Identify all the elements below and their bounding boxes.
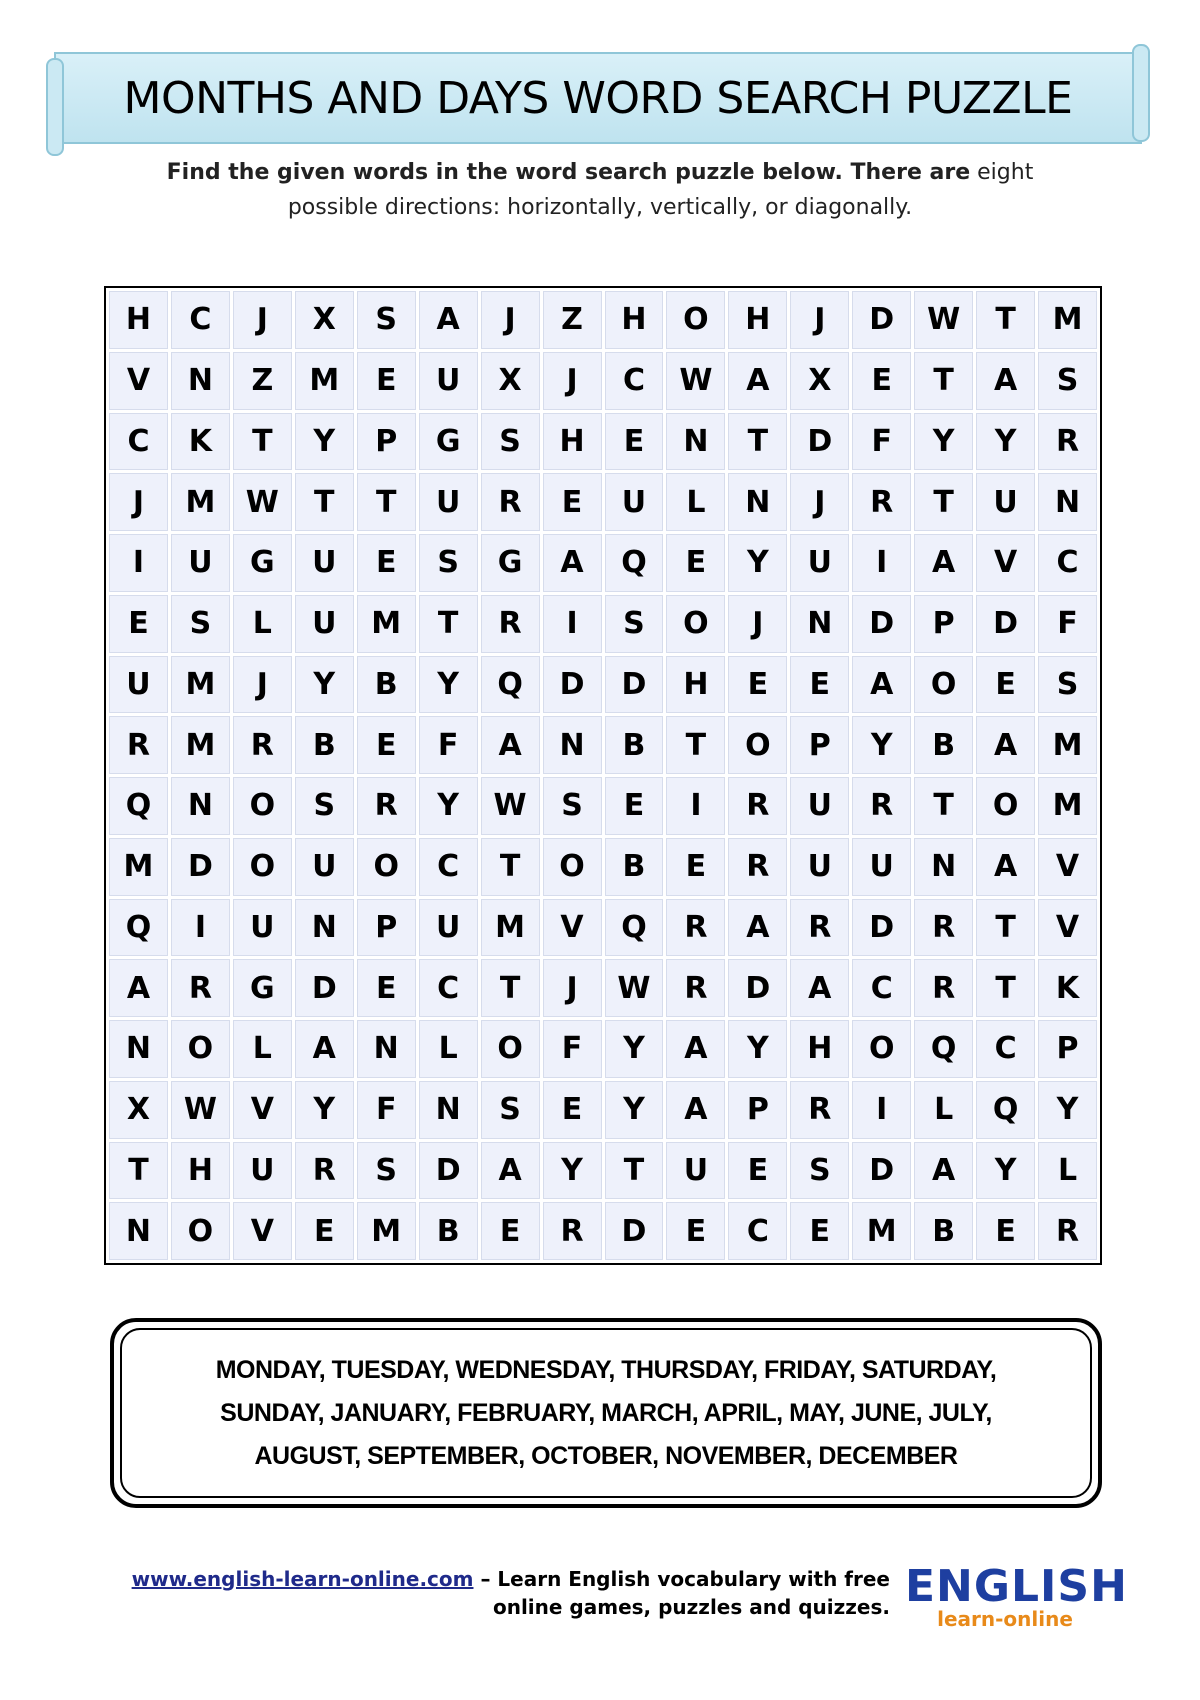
grid-cell: V: [543, 899, 602, 957]
grid-cell: N: [171, 777, 230, 835]
grid-cell: B: [357, 656, 416, 714]
grid-cell: O: [914, 656, 973, 714]
grid-cell: Y: [295, 413, 354, 471]
grid-cell: X: [481, 352, 540, 410]
grid-cell: J: [233, 291, 292, 349]
grid-cell: C: [852, 959, 911, 1017]
grid-cell: I: [543, 595, 602, 653]
grid-cell: R: [543, 1202, 602, 1260]
grid-cell: E: [728, 656, 787, 714]
grid-cell: Y: [295, 1081, 354, 1139]
grid-cell: Q: [109, 899, 168, 957]
grid-cell: T: [605, 1142, 664, 1200]
grid-cell: A: [295, 1020, 354, 1078]
grid-cell: S: [481, 1081, 540, 1139]
grid-cell: W: [914, 291, 973, 349]
grid-cell: C: [171, 291, 230, 349]
grid-cell: V: [109, 352, 168, 410]
footer-tagline-1: – Learn English vocabulary with free: [473, 1567, 890, 1591]
grid-cell: Y: [914, 413, 973, 471]
grid-cell: K: [171, 413, 230, 471]
grid-cell: N: [109, 1020, 168, 1078]
grid-cell: R: [728, 777, 787, 835]
instructions-line-1-tail: eight: [977, 160, 1034, 185]
grid-cell: R: [1038, 1202, 1097, 1260]
grid-cell: R: [171, 959, 230, 1017]
grid-cell: A: [852, 656, 911, 714]
grid-cell: E: [666, 838, 725, 896]
grid-cell: J: [109, 473, 168, 531]
grid-cell: O: [728, 716, 787, 774]
title-banner: [54, 52, 1142, 144]
grid-cell: M: [171, 716, 230, 774]
grid-cell: T: [976, 899, 1035, 957]
grid-cell: R: [481, 595, 540, 653]
grid-cell: E: [295, 1202, 354, 1260]
grid-cell: D: [852, 899, 911, 957]
grid-cell: Y: [419, 656, 478, 714]
grid-cell: O: [233, 838, 292, 896]
grid-cell: G: [233, 534, 292, 592]
grid-cell: F: [419, 716, 478, 774]
grid-cell: S: [790, 1142, 849, 1200]
grid-cell: U: [295, 595, 354, 653]
grid-cell: R: [109, 716, 168, 774]
grid-cell: U: [666, 1142, 725, 1200]
grid-cell: B: [605, 716, 664, 774]
grid-cell: A: [481, 1142, 540, 1200]
grid-cell: C: [419, 959, 478, 1017]
logo-learn-online: learn-online: [937, 1607, 1073, 1631]
grid-cell: R: [790, 899, 849, 957]
grid-cell: A: [666, 1020, 725, 1078]
word-list-line-1: MONDAY, TUESDAY, WEDNESDAY, THURSDAY, FRIDAY, SATURDAY,: [215, 1355, 997, 1384]
grid-cell: I: [171, 899, 230, 957]
grid-cell: L: [666, 473, 725, 531]
grid-cell: Q: [914, 1020, 973, 1078]
grid-cell: Y: [852, 716, 911, 774]
grid-cell: R: [728, 838, 787, 896]
grid-cell: S: [481, 413, 540, 471]
grid-cell: A: [666, 1081, 725, 1139]
grid-cell: D: [852, 1142, 911, 1200]
grid-cell: P: [728, 1081, 787, 1139]
grid-cell: M: [295, 352, 354, 410]
grid-cell: U: [419, 473, 478, 531]
grid-cell: T: [914, 473, 973, 531]
grid-cell: A: [976, 352, 1035, 410]
website-link[interactable]: www.english-learn-online.com: [131, 1567, 474, 1591]
grid-cell: Q: [605, 534, 664, 592]
grid-cell: J: [728, 595, 787, 653]
grid-cell: A: [976, 838, 1035, 896]
grid-cell: M: [109, 838, 168, 896]
grid-cell: N: [419, 1081, 478, 1139]
word-list-line-2: SUNDAY, JANUARY, FEBRUARY, MARCH, APRIL, MAY, JUNE, JULY,: [220, 1398, 992, 1427]
grid-cell: E: [728, 1142, 787, 1200]
grid-cell: E: [543, 473, 602, 531]
grid-cell: E: [790, 1202, 849, 1260]
grid-cell: D: [852, 291, 911, 349]
grid-cell: G: [419, 413, 478, 471]
grid-cell: R: [852, 777, 911, 835]
grid-cell: O: [481, 1020, 540, 1078]
grid-cell: R: [1038, 413, 1097, 471]
grid-cell: T: [914, 352, 973, 410]
grid-cell: B: [914, 1202, 973, 1260]
grid-cell: S: [543, 777, 602, 835]
grid-cell: J: [543, 352, 602, 410]
grid-cell: Y: [605, 1020, 664, 1078]
grid-cell: M: [1038, 777, 1097, 835]
grid-cell: R: [357, 777, 416, 835]
grid-cell: U: [790, 534, 849, 592]
grid-cell: F: [357, 1081, 416, 1139]
grid-cell: E: [109, 595, 168, 653]
grid-cell: G: [481, 534, 540, 592]
grid-cell: N: [1038, 473, 1097, 531]
grid-cell: R: [852, 473, 911, 531]
grid-cell: X: [109, 1081, 168, 1139]
grid-cell: H: [109, 291, 168, 349]
grid-cell: H: [171, 1142, 230, 1200]
grid-cell: C: [976, 1020, 1035, 1078]
grid-cell: F: [852, 413, 911, 471]
grid-cell: E: [852, 352, 911, 410]
grid-cell: H: [543, 413, 602, 471]
grid-cell: Y: [543, 1142, 602, 1200]
grid-cell: H: [728, 291, 787, 349]
grid-cell: D: [790, 413, 849, 471]
instructions-line-1: [100, 155, 1100, 190]
grid-cell: P: [1038, 1020, 1097, 1078]
banner-curl-left: [46, 58, 64, 156]
grid-cell: Y: [419, 777, 478, 835]
grid-cell: O: [357, 838, 416, 896]
grid-cell: F: [543, 1020, 602, 1078]
grid-cell: O: [171, 1020, 230, 1078]
grid-cell: Q: [481, 656, 540, 714]
grid-cell: E: [605, 777, 664, 835]
grid-cell: O: [666, 595, 725, 653]
word-search-grid: [104, 286, 1102, 1265]
grid-cell: Q: [109, 777, 168, 835]
grid-cell: M: [852, 1202, 911, 1260]
grid-cell: J: [790, 291, 849, 349]
grid-cell: B: [605, 838, 664, 896]
grid-cell: L: [1038, 1142, 1097, 1200]
grid-cell: V: [976, 534, 1035, 592]
grid-cell: Y: [976, 413, 1035, 471]
logo-english: ENGLISH: [905, 1561, 1128, 1612]
grid-cell: A: [790, 959, 849, 1017]
grid-cell: B: [295, 716, 354, 774]
grid-cell: W: [171, 1081, 230, 1139]
grid-cell: L: [233, 1020, 292, 1078]
grid-cell: T: [109, 1142, 168, 1200]
grid-cell: G: [233, 959, 292, 1017]
grid-cell: A: [728, 899, 787, 957]
grid-cell: S: [357, 291, 416, 349]
grid-cell: M: [171, 473, 230, 531]
grid-cell: N: [666, 413, 725, 471]
grid-cell: U: [976, 473, 1035, 531]
grid-cell: X: [790, 352, 849, 410]
grid-cell: L: [914, 1081, 973, 1139]
grid-cell: Y: [728, 534, 787, 592]
grid-cell: U: [419, 352, 478, 410]
grid-cell: O: [233, 777, 292, 835]
grid-cell: A: [914, 1142, 973, 1200]
grid-cell: S: [1038, 656, 1097, 714]
grid-cell: P: [357, 899, 416, 957]
grid-cell: O: [543, 838, 602, 896]
grid-cell: I: [852, 1081, 911, 1139]
grid-cell: U: [790, 838, 849, 896]
grid-cell: C: [728, 1202, 787, 1260]
grid-cell: E: [976, 656, 1035, 714]
grid-cell: R: [481, 473, 540, 531]
grid-cell: M: [357, 1202, 416, 1260]
grid-cell: E: [357, 534, 416, 592]
grid-cell: B: [419, 1202, 478, 1260]
grid-cell: O: [171, 1202, 230, 1260]
grid-cell: S: [171, 595, 230, 653]
grid-cell: M: [1038, 716, 1097, 774]
grid-cell: A: [728, 352, 787, 410]
grid-cell: R: [914, 959, 973, 1017]
grid-cell: V: [1038, 899, 1097, 957]
grid-cell: E: [666, 534, 725, 592]
grid-cell: E: [357, 352, 416, 410]
grid-cell: R: [666, 959, 725, 1017]
grid-cell: A: [419, 291, 478, 349]
grid-cell: A: [543, 534, 602, 592]
grid-cell: N: [357, 1020, 416, 1078]
grid-cell: E: [543, 1081, 602, 1139]
grid-cell: T: [976, 291, 1035, 349]
grid-cell: V: [1038, 838, 1097, 896]
footer-tagline-2: online games, puzzles and quizzes.: [492, 1595, 890, 1619]
grid-cell: A: [109, 959, 168, 1017]
grid-cell: M: [481, 899, 540, 957]
grid-cell: Y: [295, 656, 354, 714]
grid-cell: S: [357, 1142, 416, 1200]
grid-cell: A: [914, 534, 973, 592]
instructions-line-1-bold: Find the given words in the word search puzzle below. There are: [166, 160, 971, 185]
grid-cell: M: [1038, 291, 1097, 349]
grid-cell: T: [481, 838, 540, 896]
grid-cell: W: [233, 473, 292, 531]
page-title: MONTHS AND DAYS WORD SEARCH PUZZLE: [123, 72, 1073, 124]
grid-cell: W: [605, 959, 664, 1017]
grid-cell: T: [357, 473, 416, 531]
grid-cell: I: [666, 777, 725, 835]
grid-cell: W: [666, 352, 725, 410]
grid-cell: P: [790, 716, 849, 774]
grid-cell: U: [171, 534, 230, 592]
grid-cell: H: [790, 1020, 849, 1078]
instructions-line-2: possible directions: horizontally, vertically, or diagonally.: [287, 195, 913, 220]
grid-cell: Y: [728, 1020, 787, 1078]
brand-logo: [905, 1561, 1128, 1631]
grid-cell: V: [233, 1081, 292, 1139]
grid-cell: A: [976, 716, 1035, 774]
grid-cell: T: [419, 595, 478, 653]
grid-cell: Z: [543, 291, 602, 349]
footer: [110, 1565, 890, 1621]
grid-cell: D: [976, 595, 1035, 653]
grid-cell: L: [419, 1020, 478, 1078]
grid-cell: K: [1038, 959, 1097, 1017]
grid-cell: D: [605, 1202, 664, 1260]
grid-cell: R: [295, 1142, 354, 1200]
grid-cell: P: [914, 595, 973, 653]
grid-cell: C: [419, 838, 478, 896]
grid-cell: C: [605, 352, 664, 410]
grid-cell: O: [976, 777, 1035, 835]
footer-line-1: [110, 1565, 890, 1593]
grid-cell: Q: [605, 899, 664, 957]
grid-cell: N: [171, 352, 230, 410]
grid-cell: T: [295, 473, 354, 531]
grid-cell: T: [914, 777, 973, 835]
grid-cell: D: [852, 595, 911, 653]
grid-cell: H: [605, 291, 664, 349]
grid-cell: B: [914, 716, 973, 774]
grid-cell: D: [605, 656, 664, 714]
grid-cell: T: [481, 959, 540, 1017]
grid-cell: R: [666, 899, 725, 957]
grid-cell: W: [481, 777, 540, 835]
grid-cell: N: [790, 595, 849, 653]
grid-cell: E: [605, 413, 664, 471]
grid-cell: J: [481, 291, 540, 349]
grid-cell: S: [605, 595, 664, 653]
grid-cell: L: [233, 595, 292, 653]
word-list-line-3: AUGUST, SEPTEMBER, OCTOBER, NOVEMBER, DECEMBER: [254, 1441, 958, 1470]
grid-cell: A: [481, 716, 540, 774]
grid-cell: N: [109, 1202, 168, 1260]
grid-cell: T: [233, 413, 292, 471]
grid-cell: T: [728, 413, 787, 471]
grid-cell: E: [976, 1202, 1035, 1260]
grid-cell: R: [233, 716, 292, 774]
banner-curl-right: [1132, 44, 1150, 142]
grid-cell: S: [1038, 352, 1097, 410]
grid-cell: P: [357, 413, 416, 471]
grid-cell: U: [605, 473, 664, 531]
grid-cell: R: [790, 1081, 849, 1139]
grid-cell: S: [295, 777, 354, 835]
grid-cell: Y: [976, 1142, 1035, 1200]
grid-cell: U: [233, 899, 292, 957]
grid-cell: U: [295, 838, 354, 896]
grid-cell: D: [295, 959, 354, 1017]
grid-cell: E: [357, 716, 416, 774]
grid-cell: E: [790, 656, 849, 714]
grid-cell: T: [976, 959, 1035, 1017]
grid-cell: N: [295, 899, 354, 957]
grid-cell: I: [109, 534, 168, 592]
grid-cell: U: [233, 1142, 292, 1200]
grid-cell: Q: [976, 1081, 1035, 1139]
grid-cell: C: [1038, 534, 1097, 592]
grid-cell: D: [728, 959, 787, 1017]
grid-cell: Y: [605, 1081, 664, 1139]
grid-cell: N: [543, 716, 602, 774]
grid-cell: U: [790, 777, 849, 835]
word-list-box: [110, 1318, 1102, 1508]
grid-cell: N: [914, 838, 973, 896]
grid-cell: X: [295, 291, 354, 349]
grid-cell: Y: [1038, 1081, 1097, 1139]
grid-cell: U: [109, 656, 168, 714]
grid-cell: E: [357, 959, 416, 1017]
grid-cell: M: [357, 595, 416, 653]
instructions: [100, 155, 1100, 225]
grid-cell: T: [666, 716, 725, 774]
grid-cell: E: [666, 1202, 725, 1260]
grid-cell: D: [171, 838, 230, 896]
word-list-inner: [120, 1328, 1092, 1498]
grid-cell: S: [419, 534, 478, 592]
grid-cell: J: [790, 473, 849, 531]
grid-cell: R: [914, 899, 973, 957]
grid-cell: U: [295, 534, 354, 592]
grid-cell: U: [852, 838, 911, 896]
grid-cell: I: [852, 534, 911, 592]
grid-cell: E: [481, 1202, 540, 1260]
grid-cell: D: [419, 1142, 478, 1200]
grid-cell: F: [1038, 595, 1097, 653]
grid-cell: H: [666, 656, 725, 714]
grid-cell: C: [109, 413, 168, 471]
grid-cell: J: [543, 959, 602, 1017]
grid-cell: D: [543, 656, 602, 714]
grid-cell: U: [419, 899, 478, 957]
grid-cell: Z: [233, 352, 292, 410]
grid-cell: O: [852, 1020, 911, 1078]
grid-cell: O: [666, 291, 725, 349]
grid-cell: J: [233, 656, 292, 714]
grid-cell: V: [233, 1202, 292, 1260]
grid-cell: M: [171, 656, 230, 714]
grid-cell: N: [728, 473, 787, 531]
